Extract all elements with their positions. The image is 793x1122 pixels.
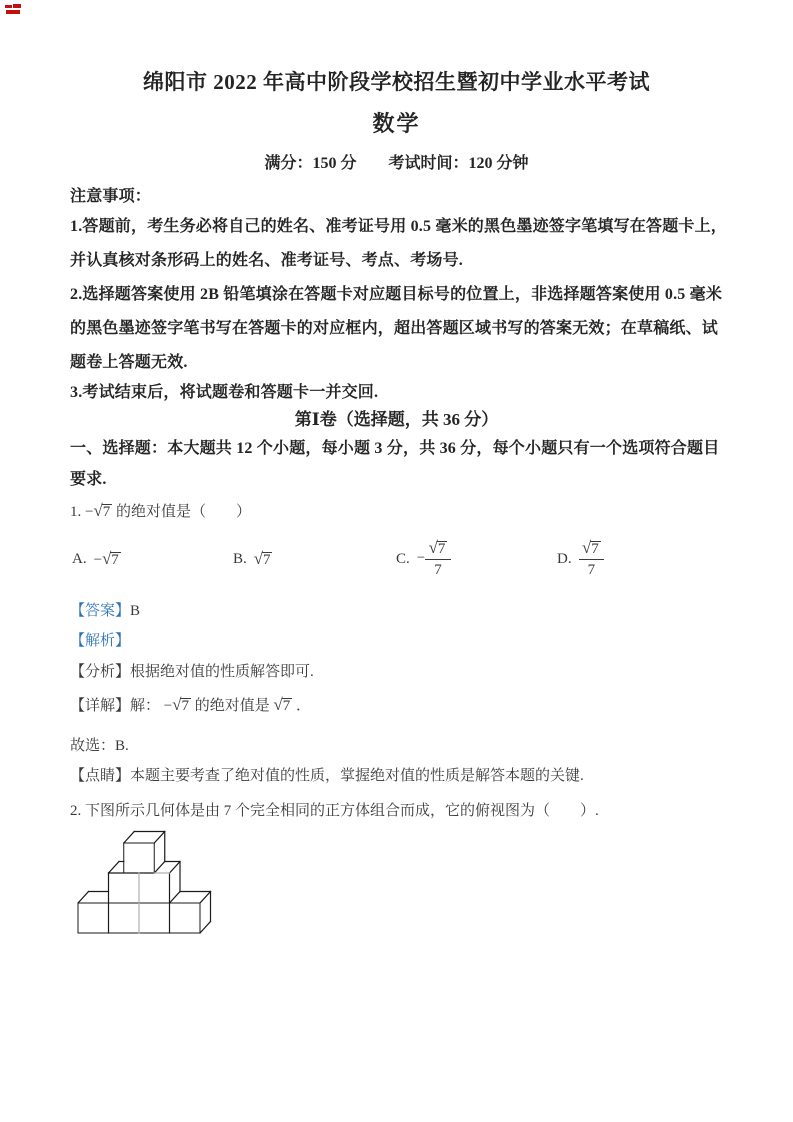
- math-neg-sqrt7-over-7: − $\frac{√7}{7}$: [417, 539, 451, 578]
- analysis-text: 根据绝对值的性质解答即可.: [130, 664, 314, 680]
- notice-line: 3.考试结束后，将试题卷和答题卡一并交回.: [70, 384, 379, 401]
- analysis-label: 【分析】: [70, 664, 131, 680]
- question-1-number: 1.: [70, 504, 82, 520]
- detail-prefix: 解：: [130, 698, 161, 714]
- detail-label: 【详解】: [70, 698, 131, 714]
- math-sqrt7: √7: [273, 695, 291, 714]
- question-1-stem: [70, 500, 251, 521]
- exam-title: 绵阳市 2022 年高中阶段学校招生暨初中学业水平考试: [143, 70, 650, 94]
- cube-stack-figure: [70, 824, 220, 940]
- option-B-label: B.: [233, 550, 247, 567]
- answer-label: 【答案】: [70, 603, 131, 619]
- notices-heading: 注意事项：: [70, 188, 152, 205]
- notice-line: 2.选择题答案使用 2B 铅笔填涂在答题卡对应题目标号的位置上，非选择题答案使用 0.5 毫米: [70, 286, 723, 303]
- section-instruction-line: 要求.: [70, 471, 107, 488]
- math-sqrt7: √7: [253, 549, 271, 568]
- option-B: [233, 534, 272, 584]
- detail-mid-text: 的绝对值是: [194, 698, 270, 714]
- notice-line: 1.答题前，考生务必将自己的姓名、准考证号用 0.5 毫米的黑色墨迹签字笔填写在答题卡上，: [70, 218, 728, 235]
- analysis-heading: 【解析】: [70, 633, 131, 649]
- math-neg-sqrt7: −√7: [163, 695, 189, 714]
- red-watermark-icon: [4, 3, 22, 15]
- exam-subject: 数学: [372, 111, 421, 136]
- section-instruction-line: 一、选择题：本大题共 12 个小题，每小题 3 分，共 36 分，每个小题只有一个选项符合题目: [70, 440, 720, 457]
- conclusion-line: 故选：B.: [70, 738, 129, 754]
- option-D: [557, 534, 604, 584]
- tip-label: 【点睛】: [70, 768, 131, 784]
- question-2-stem: 2. 下图所示几何体是由 7 个完全相同的正方体组合而成，它的俯视图为（ ）.: [70, 803, 599, 819]
- option-C-label: C.: [396, 550, 410, 567]
- section-title: 第Ⅰ卷（选择题，共 36 分）: [294, 410, 499, 429]
- detail-line: [70, 694, 311, 715]
- figure-main-edges: [78, 832, 211, 934]
- detail-suffix: ．: [295, 698, 311, 714]
- score-and-time-line: 满分：150 分 考试时间：120 分钟: [264, 155, 529, 172]
- option-C: [396, 534, 451, 584]
- notice-line: 的黑色墨迹签字笔书写在答题卡的对应框内，超出答题区域书写的答案无效；在草稿纸、试: [70, 320, 719, 337]
- option-A: [72, 534, 121, 584]
- question-1-text: 的绝对值是（ ）: [115, 504, 251, 520]
- tip-line: [70, 764, 584, 785]
- option-D-label: D.: [557, 550, 572, 567]
- notice-line: 并认真核对条形码上的姓名、准考证号、考点、考场号.: [70, 252, 464, 269]
- option-A-label: A.: [72, 550, 87, 567]
- notice-line: 题卷上答题无效.: [70, 354, 188, 371]
- tip-text: 本题主要考查了绝对值的性质，掌握绝对值的性质是解答本题的关键.: [130, 768, 584, 784]
- math-neg-sqrt7: −√7: [93, 549, 119, 568]
- math-neg-sqrt7: −√7: [85, 501, 111, 520]
- answer-line: [70, 599, 140, 620]
- analysis-line: [70, 660, 314, 681]
- math-sqrt7-over-7: $\frac{√7}{7}$: [579, 539, 605, 578]
- answer-value: B: [130, 603, 141, 619]
